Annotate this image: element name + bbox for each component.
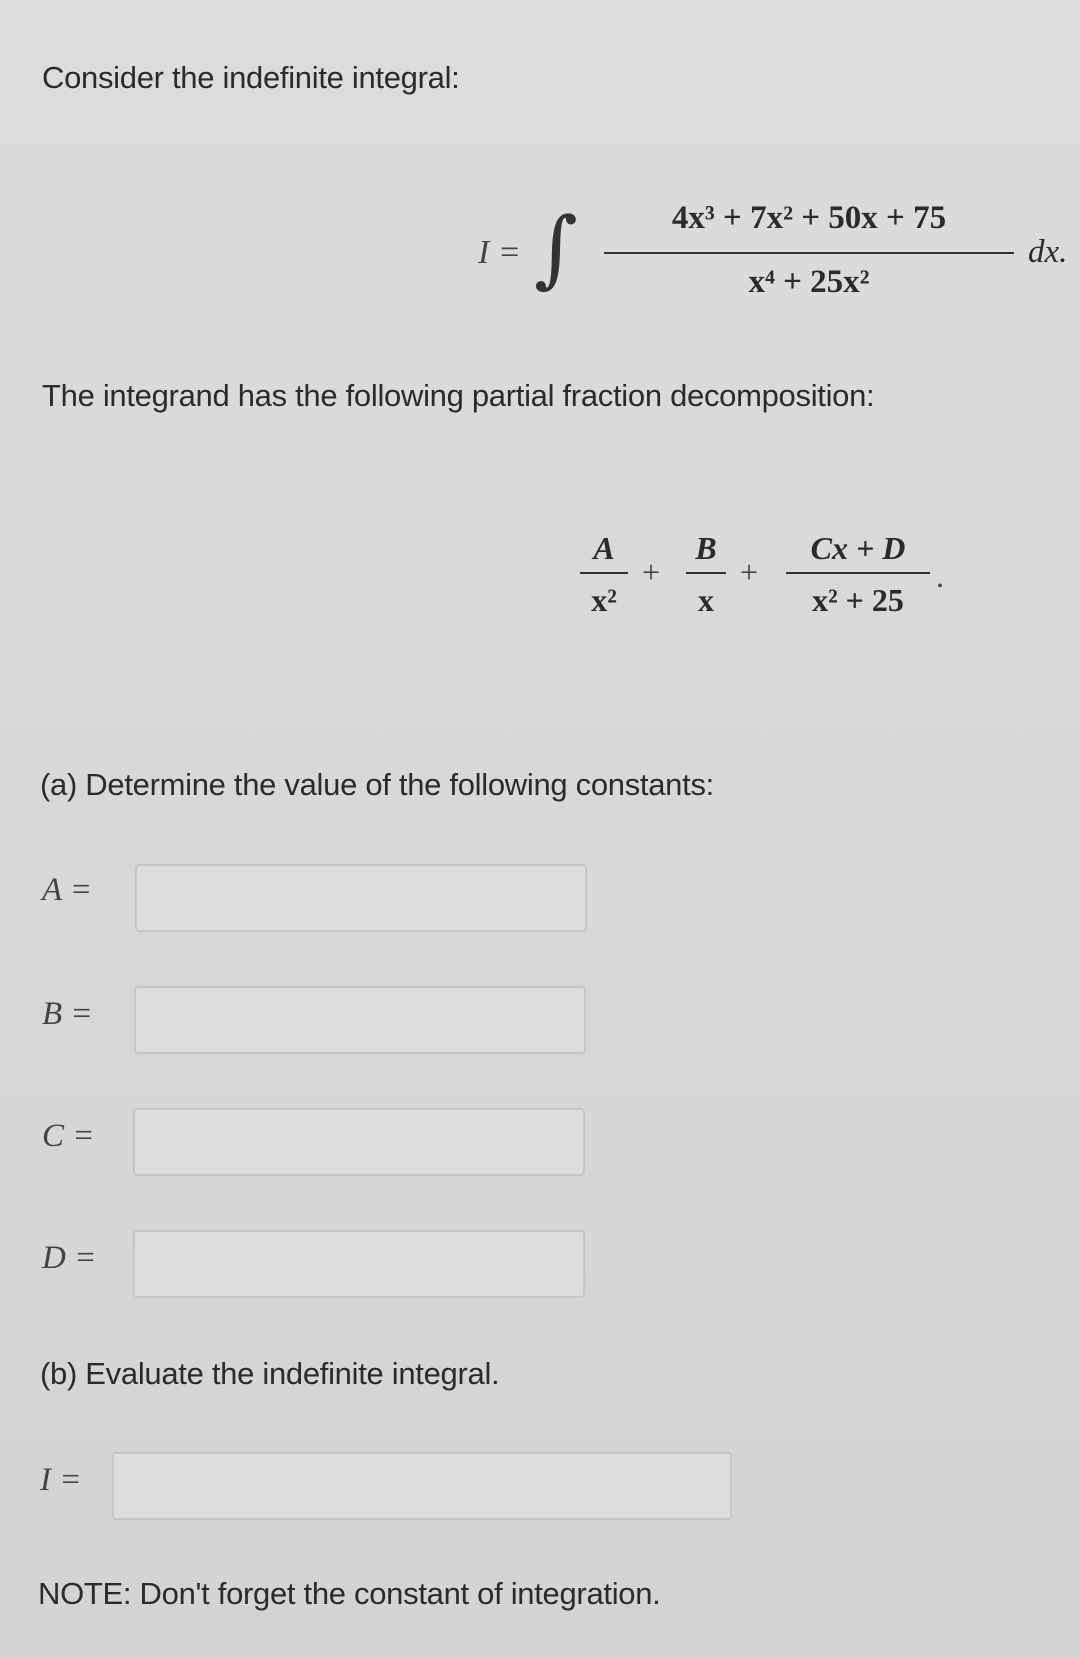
partial-fraction-expression [580, 528, 960, 628]
fraction-numerator: A [593, 530, 615, 566]
fraction-numerator: B [695, 530, 717, 566]
integral-differential: dx. [1028, 234, 1068, 270]
integral-denominator: x⁴ + 25x² [748, 264, 870, 300]
plus-sign: + [740, 554, 759, 590]
fraction-bar [604, 252, 1014, 254]
integral-result-input[interactable] [112, 1452, 732, 1520]
fraction-bar [580, 572, 628, 574]
constant-b-label: B = [42, 996, 93, 1032]
period: . [936, 558, 944, 594]
fraction-bar [786, 572, 930, 574]
constant-d-input[interactable] [133, 1230, 585, 1298]
integral-result-label: I = [40, 1462, 82, 1498]
fraction-numerator: Cx + D [810, 530, 906, 566]
constant-b-input[interactable] [134, 986, 586, 1054]
constant-c-label: C = [42, 1118, 95, 1154]
fraction-denominator: x² + 25 [812, 582, 904, 618]
constant-a-label: A = [42, 872, 93, 908]
constant-c-input[interactable] [133, 1108, 585, 1176]
fraction-denominator: x² [591, 582, 617, 618]
part-a-prompt: (a) Determine the value of the following constants: [40, 767, 714, 802]
note-text: NOTE: Don't forget the constant of integration. [38, 1576, 661, 1611]
fraction-b-over-x [686, 528, 726, 620]
part-b-prompt: (b) Evaluate the indefinite integral. [40, 1356, 500, 1391]
plus-sign: + [642, 554, 661, 590]
integral-lhs: I = [478, 234, 521, 271]
fraction-bar [686, 572, 726, 574]
integral-expression [478, 199, 1068, 320]
constant-d-label: D = [42, 1240, 97, 1276]
constant-a-input[interactable] [135, 864, 587, 932]
fraction-denominator: x [698, 582, 714, 618]
intro-text: Consider the indefinite integral: [42, 60, 460, 95]
fraction-a-over-x-squared [580, 528, 628, 620]
fraction-cx-plus-d-over-x-squared-plus-25 [786, 528, 930, 620]
integral-sign-icon: ∫ [534, 199, 578, 297]
decomposition-intro-text: The integrand has the following partial fraction decomposition: [42, 378, 875, 413]
integral-numerator: 4x³ + 7x² + 50x + 75 [671, 200, 947, 236]
